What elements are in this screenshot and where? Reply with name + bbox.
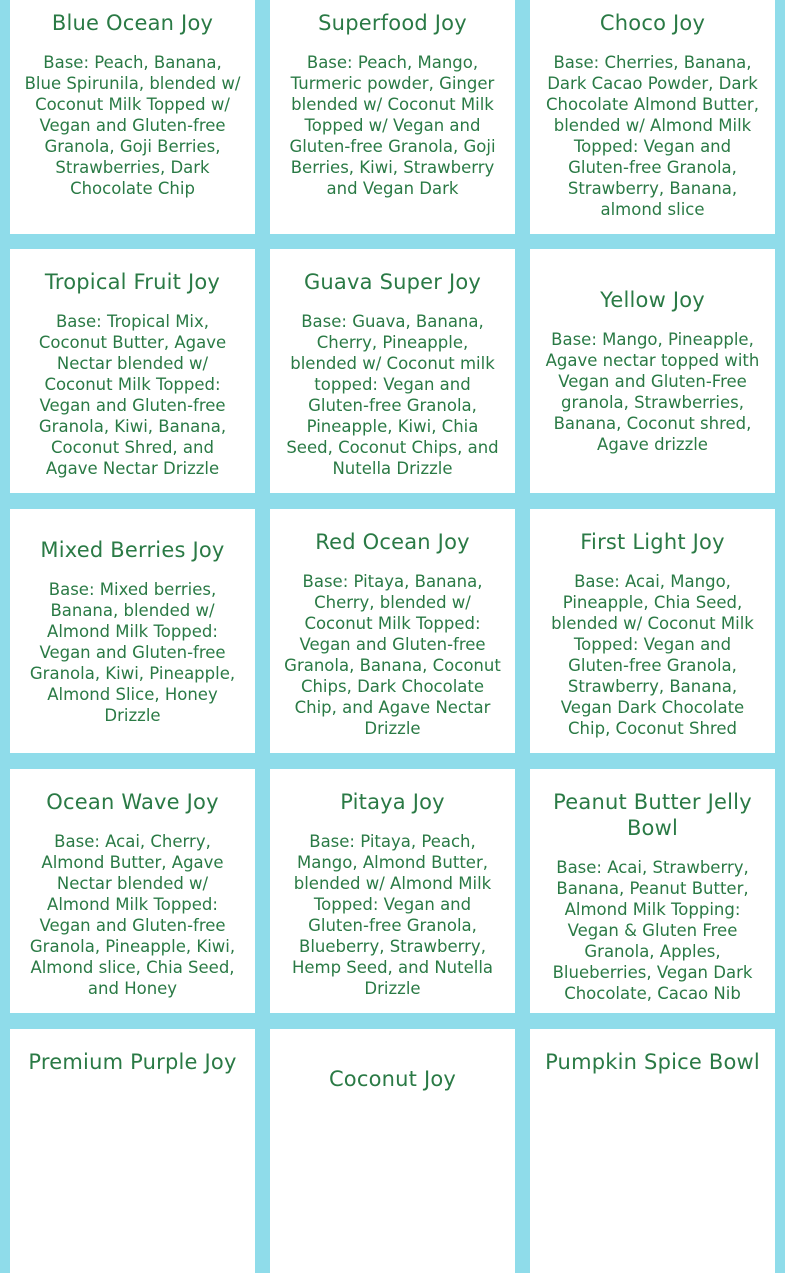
card-content bbox=[270, 249, 515, 493]
card-title: Superfood Joy bbox=[318, 11, 467, 35]
card-title: Premium Purple Joy bbox=[28, 1050, 237, 1074]
card-content bbox=[530, 0, 775, 234]
menu-card[interactable] bbox=[10, 769, 255, 1013]
card-content bbox=[10, 1029, 255, 1273]
card-content bbox=[270, 769, 515, 1013]
card-description: Base: Peach, Mango, Turmeric powder, Ginger blended w/ Coconut Milk Topped w/ Vegan and Gluten-free Granola, Goji Berries, Kiwi, Strawberry and Vegan Dark bbox=[289, 53, 496, 198]
card-description: Base: Peach, Banana, Blue Spirunila, blended w/ Coconut Milk Topped w/ Vegan and Gluten-free Granola, Goji Berries, Strawberries, Dark Chocolate Chip bbox=[24, 53, 241, 198]
card-description: Base: Cherries, Banana, Dark Cacao Powder, Dark Chocolate Almond Butter, blended w/ Almond Milk Topped: Vegan and Gluten-free Granola, Strawberry, Banana, almond slice bbox=[546, 53, 759, 219]
card-content bbox=[10, 769, 255, 1013]
menu-card[interactable] bbox=[10, 1029, 255, 1273]
card-content bbox=[270, 509, 515, 753]
card-title: Pitaya Joy bbox=[340, 790, 445, 814]
card-title: Tropical Fruit Joy bbox=[44, 270, 221, 294]
card-content bbox=[530, 1029, 775, 1273]
card-description: Base: Pitaya, Banana, Cherry, blended w/ Coconut Milk Topped: Vegan and Gluten-free Granola, Banana, Coconut Chips, Dark Chocolate Chip, and Agave Nectar Drizzle bbox=[284, 572, 501, 738]
card-description: Base: Guava, Banana, Cherry, Pineapple, blended w/ Coconut milk topped: Vegan and Gluten-free Granola, Pineapple, Kiwi, Chia Seed, Coconut Chips, and Nutella Drizzle bbox=[286, 312, 499, 478]
card-title: Pumpkin Spice Bowl bbox=[545, 1050, 760, 1074]
menu-card[interactable] bbox=[530, 0, 775, 234]
card-title: Guava Super Joy bbox=[303, 270, 482, 294]
menu-card[interactable] bbox=[270, 509, 515, 753]
card-title: Ocean Wave Joy bbox=[46, 790, 219, 814]
card-description: Base: Mango, Pineapple, Agave nectar topped with Vegan and Gluten-Free granola, Strawberries, Banana, Coconut shred, Agave drizzle bbox=[545, 330, 760, 454]
card-content bbox=[270, 1029, 515, 1273]
card-content bbox=[10, 0, 255, 234]
card-content bbox=[530, 249, 775, 493]
menu-card[interactable] bbox=[530, 769, 775, 1013]
card-description: Base: Acai, Mango, Pineapple, Chia Seed, blended w/ Coconut Milk Topped: Vegan and Gluten-free Granola, Strawberry, Banana, Vegan Dark Chocolate Chip, Coconut Shred bbox=[551, 572, 754, 738]
card-content bbox=[270, 0, 515, 234]
menu-card[interactable] bbox=[10, 0, 255, 234]
card-title: Mixed Berries Joy bbox=[40, 537, 225, 562]
card-content bbox=[530, 769, 775, 1013]
menu-card[interactable] bbox=[530, 509, 775, 753]
menu-card[interactable] bbox=[10, 509, 255, 753]
menu-card[interactable] bbox=[530, 1029, 775, 1273]
card-description: Base: Tropical Mix, Coconut Butter, Agave Nectar blended w/ Coconut Milk Topped: Vegan and Gluten-free Granola, Kiwi, Banana, Coconut Shred, and Agave Nectar Drizzle bbox=[38, 312, 227, 478]
card-title: Coconut Joy bbox=[328, 1067, 457, 1091]
card-description: Base: Acai, Strawberry, Banana, Peanut Butter, Almond Milk Topping: Vegan & Gluten Free Granola, Apples, Blueberries, Vegan Dark Chocolate, Cacao Nib bbox=[552, 858, 753, 1003]
card-title: Choco Joy bbox=[599, 11, 706, 35]
menu-card[interactable] bbox=[530, 249, 775, 493]
menu-card[interactable] bbox=[270, 1029, 515, 1273]
card-content bbox=[530, 509, 775, 753]
card-description: Base: Acai, Cherry, Almond Butter, Agave Nectar blended w/ Almond Milk Topped: Vegan and Gluten-free Granola, Pineapple, Kiwi, Almond slice, Chia Seed, and Honey bbox=[29, 832, 236, 998]
menu-card[interactable] bbox=[270, 249, 515, 493]
card-title: Red Ocean Joy bbox=[315, 530, 470, 554]
card-description: Base: Pitaya, Peach, Mango, Almond Butter, blended w/ Almond Milk Topped: Vegan and Gluten-free Granola, Blueberry, Strawberry, Hemp Seed, and Nutella Drizzle bbox=[291, 832, 494, 998]
card-content bbox=[10, 509, 255, 753]
card-content bbox=[10, 249, 255, 493]
card-title: Blue Ocean Joy bbox=[51, 11, 214, 35]
card-title: First Light Joy bbox=[580, 530, 725, 554]
menu-card[interactable] bbox=[270, 769, 515, 1013]
menu-card[interactable] bbox=[10, 249, 255, 493]
menu-card[interactable] bbox=[270, 0, 515, 234]
card-title: Yellow Joy bbox=[600, 288, 705, 312]
card-description: Base: Mixed berries, Banana, blended w/ Almond Milk Topped: Vegan and Gluten-free Granola, Kiwi, Pineapple, Almond Slice, Honey Drizzle bbox=[29, 579, 236, 725]
card-title: Peanut Butter Jelly Bowl bbox=[553, 790, 752, 840]
